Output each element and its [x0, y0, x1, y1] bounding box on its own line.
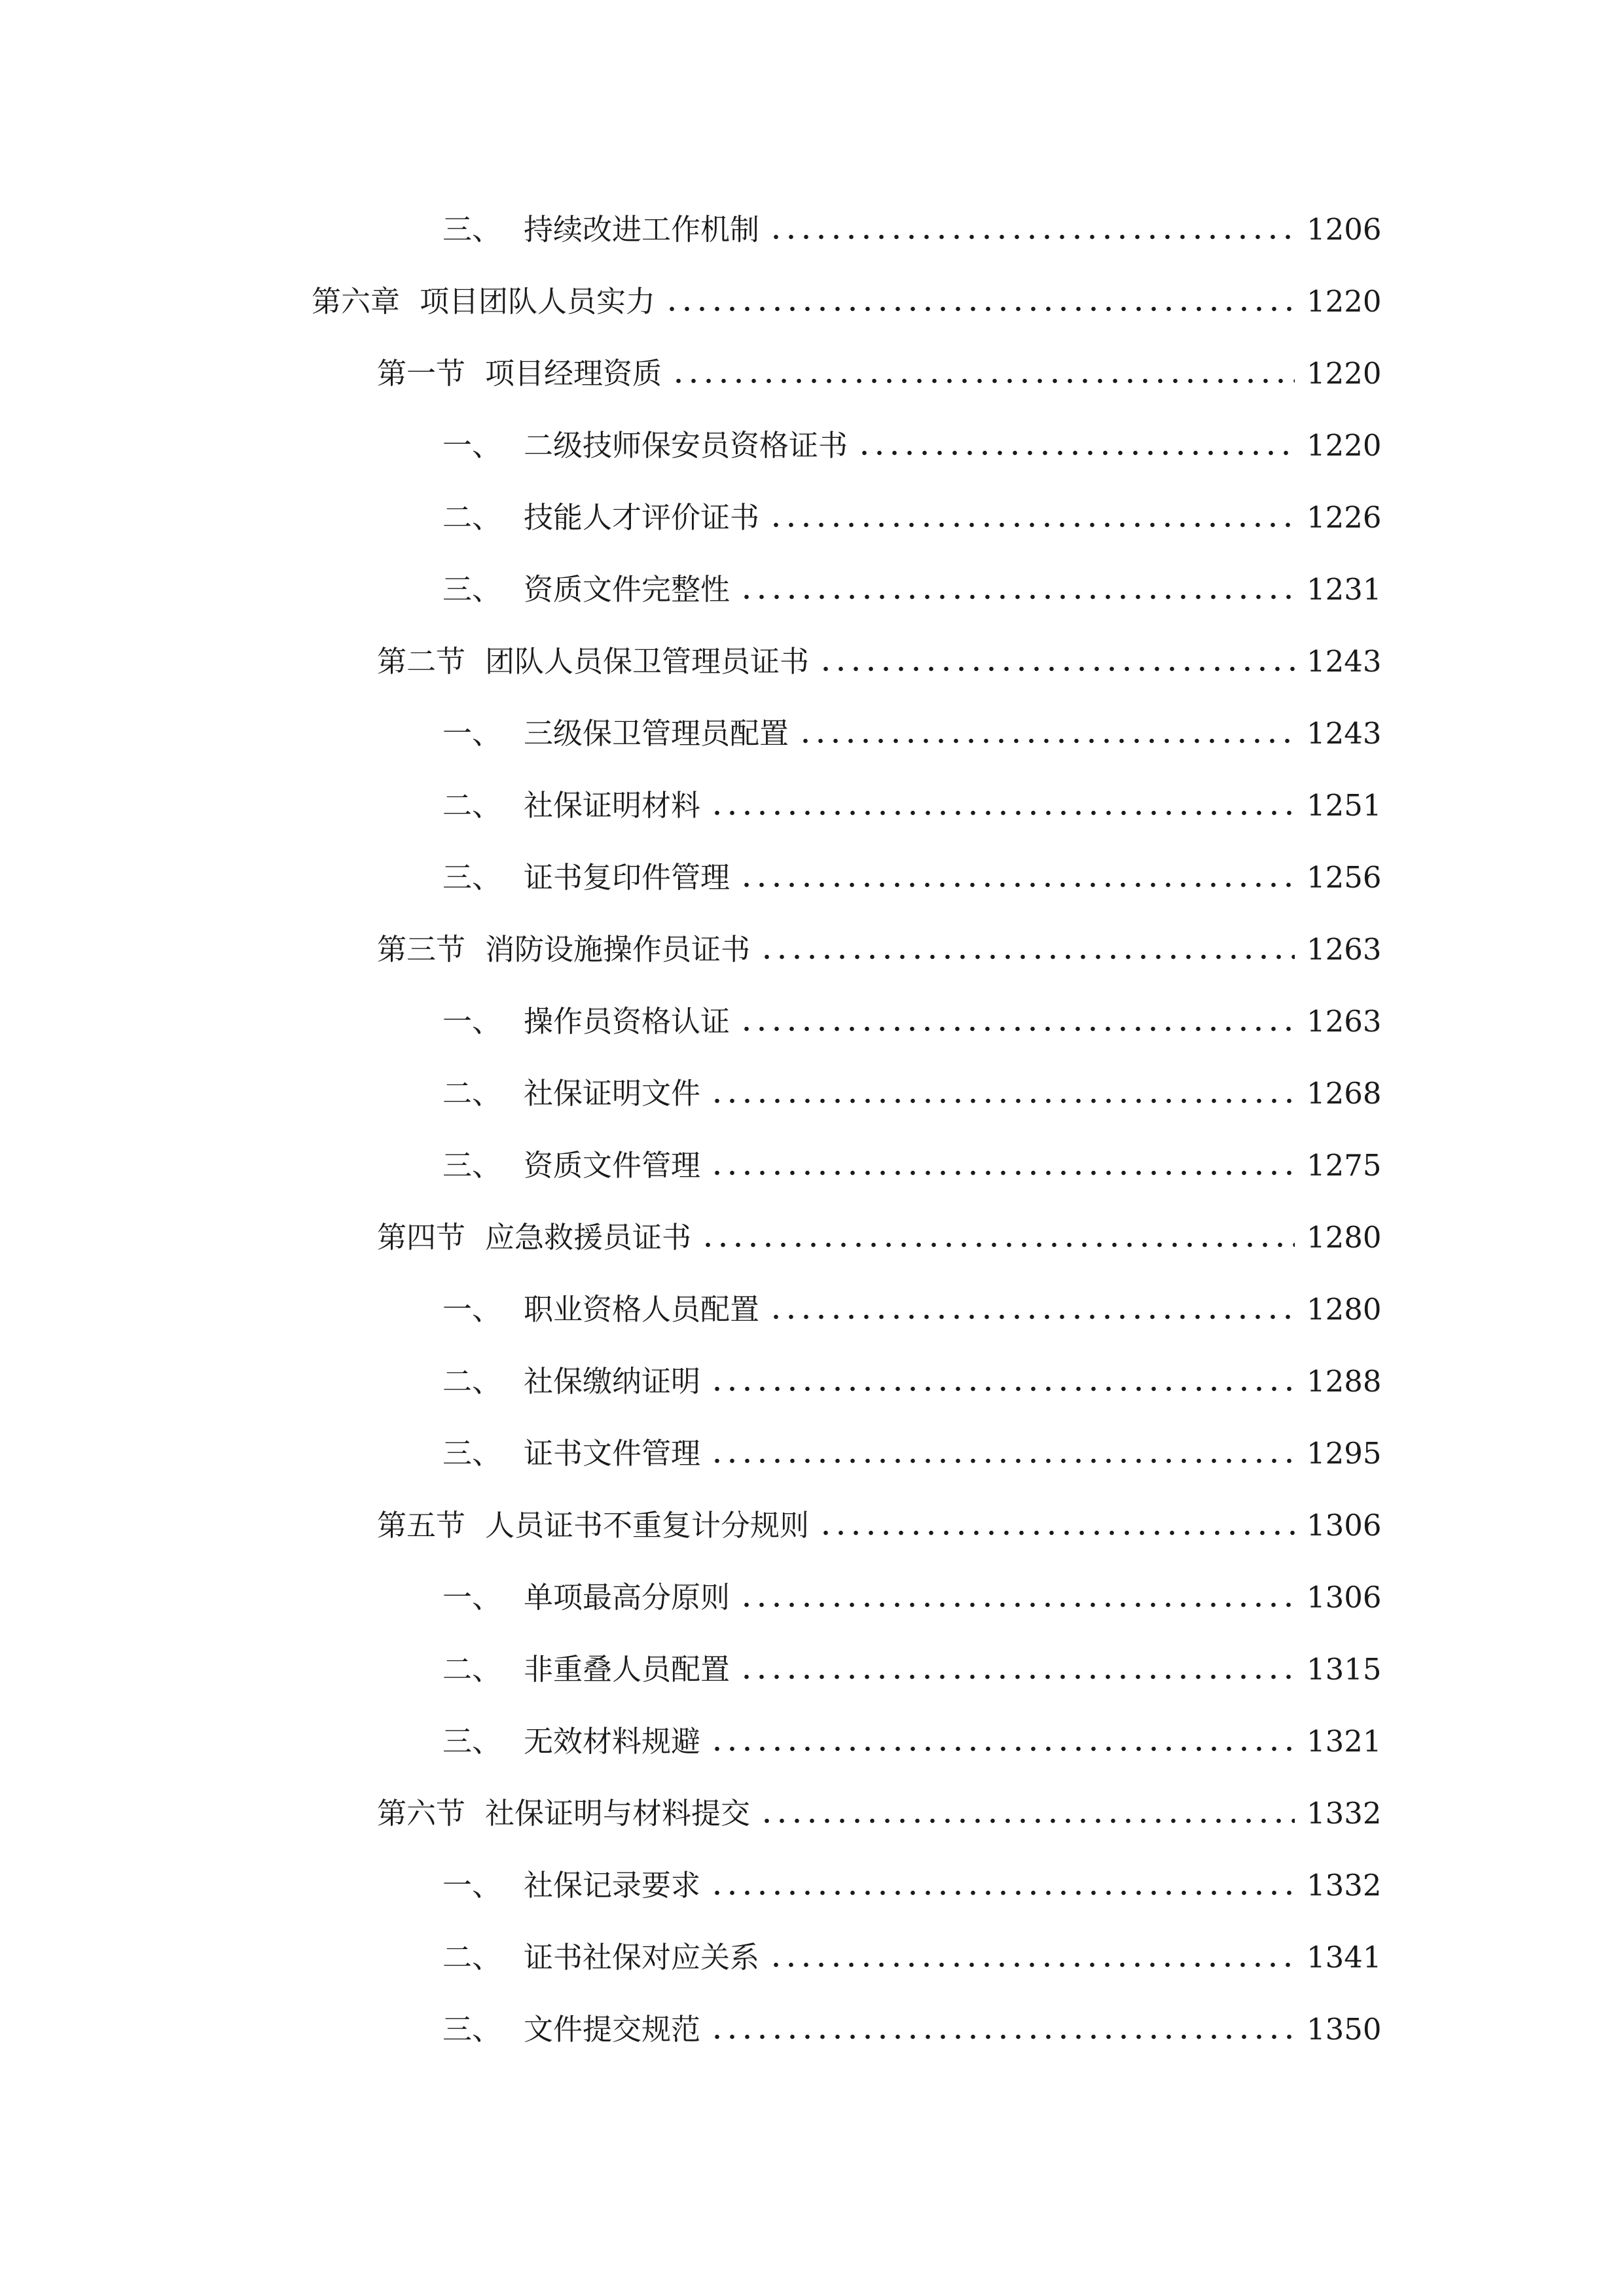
toc-entry-title: 社保证明与材料提交 [485, 1796, 751, 1831]
dot-leader [700, 1240, 1295, 1249]
toc-entry-page: 1243 [1307, 644, 1382, 679]
toc-entry-number: 第二节 [377, 644, 466, 679]
toc-entry-title: 持续改进工作机制 [524, 212, 760, 247]
toc-entry-title: 文件提交规范 [524, 2012, 701, 2047]
toc-entry-title: 证书复印件管理 [524, 860, 731, 895]
toc-entry-number: 第六章 [312, 284, 401, 319]
toc-entry[interactable] [442, 1067, 1382, 1120]
toc-entry-page: 1295 [1307, 1436, 1382, 1471]
dot-leader [798, 736, 1295, 745]
dot-leader [768, 520, 1295, 529]
toc-entry-number: 二、 [442, 1652, 502, 1687]
toc-entry[interactable] [442, 564, 1382, 616]
toc-entry[interactable] [442, 420, 1382, 472]
dot-leader [768, 1960, 1295, 1969]
dot-leader [710, 1456, 1295, 1465]
toc-entry-page: 1288 [1307, 1364, 1382, 1399]
toc-entry-title: 单项最高分原则 [524, 1580, 731, 1615]
toc-entry-title: 技能人才评价证书 [524, 500, 760, 535]
toc-entry[interactable] [442, 2003, 1382, 2056]
toc-entry-title: 项目团队人员实力 [420, 284, 656, 319]
dot-leader [759, 1816, 1295, 1825]
toc-entry[interactable] [442, 204, 1382, 256]
toc-entry[interactable] [442, 996, 1382, 1048]
toc-entry-page: 1243 [1307, 716, 1382, 751]
toc-entry[interactable] [442, 780, 1382, 832]
toc-entry-page: 1315 [1307, 1652, 1382, 1687]
dot-leader [759, 952, 1295, 961]
dot-leader [818, 664, 1295, 673]
toc-entry-page: 1306 [1307, 1508, 1382, 1543]
toc-entry-page: 1206 [1307, 212, 1382, 247]
toc-entry-title: 证书文件管理 [524, 1436, 701, 1471]
toc-entry-chapter[interactable] [312, 276, 1382, 328]
dot-leader [710, 1888, 1295, 1897]
dot-leader [739, 880, 1295, 889]
toc-entry-page: 1263 [1307, 932, 1382, 967]
toc-entry[interactable] [442, 1931, 1382, 1984]
toc-entry[interactable] [442, 1355, 1382, 1408]
toc-entry-title: 三级保卫管理员配置 [524, 716, 789, 751]
toc-entry-title: 证书社保对应关系 [524, 1940, 760, 1975]
toc-entry-number: 一、 [442, 1004, 502, 1039]
dot-leader [739, 1600, 1295, 1609]
dot-leader [671, 376, 1295, 386]
dot-leader [818, 1528, 1295, 1537]
toc-entry[interactable] [442, 1715, 1382, 1768]
dot-leader [739, 1024, 1295, 1033]
dot-leader [768, 232, 1295, 242]
toc-entry-title: 职业资格人员配置 [524, 1292, 760, 1327]
toc-entry-title: 应急救援员证书 [485, 1220, 692, 1255]
toc-entry-page: 1256 [1307, 860, 1382, 895]
toc-entry-number: 三、 [442, 212, 502, 247]
toc-entry-number: 第五节 [377, 1508, 466, 1543]
toc-entry-title: 资质文件管理 [524, 1148, 701, 1183]
dot-leader [710, 2032, 1295, 2041]
toc-entry-page: 1263 [1307, 1004, 1382, 1039]
toc-entry-title: 二级技师保安员资格证书 [524, 428, 848, 463]
dot-leader [710, 808, 1295, 817]
dot-leader [710, 1384, 1295, 1393]
toc-entry-page: 1275 [1307, 1148, 1382, 1183]
toc-entry-number: 三、 [442, 1436, 502, 1471]
toc-entry-title: 社保缴纳证明 [524, 1364, 701, 1399]
toc-entry-title: 项目经理资质 [485, 356, 662, 391]
toc-entry-number: 一、 [442, 1292, 502, 1327]
toc-entry-section[interactable] [377, 1211, 1382, 1264]
toc-entry-number: 第一节 [377, 356, 466, 391]
toc-entry[interactable] [442, 1859, 1382, 1912]
toc-entry-page: 1341 [1307, 1940, 1382, 1975]
toc-entry-number: 二、 [442, 500, 502, 535]
toc-entry-page: 1251 [1307, 788, 1382, 823]
toc-entry-number: 二、 [442, 1076, 502, 1111]
toc-entry[interactable] [442, 1571, 1382, 1624]
dot-leader [710, 1096, 1295, 1105]
toc-entry-number: 二、 [442, 1364, 502, 1399]
toc-entry-page: 1226 [1307, 500, 1382, 535]
toc-entry-page: 1321 [1307, 1724, 1382, 1759]
toc-entry-number: 三、 [442, 860, 502, 895]
toc-entry-title: 操作员资格认证 [524, 1004, 731, 1039]
toc-entry-title: 社保证明材料 [524, 788, 701, 823]
toc-entry[interactable] [442, 708, 1382, 760]
toc-entry-page: 1268 [1307, 1076, 1382, 1111]
toc-entry-page: 1220 [1307, 284, 1382, 319]
toc-entry-number: 第四节 [377, 1220, 466, 1255]
toc-entry-page: 1306 [1307, 1580, 1382, 1615]
toc-entry-page: 1231 [1307, 572, 1382, 607]
toc-entry-title: 非重叠人员配置 [524, 1652, 731, 1687]
toc-entry-title: 资质文件完整性 [524, 572, 731, 607]
toc-entry-section[interactable] [377, 924, 1382, 976]
dot-leader [739, 592, 1295, 601]
toc-entry-page: 1332 [1307, 1796, 1382, 1831]
toc-entry[interactable] [442, 1643, 1382, 1696]
toc-entry-number: 二、 [442, 788, 502, 823]
toc-entry-title: 团队人员保卫管理员证书 [485, 644, 810, 679]
toc-entry-number: 三、 [442, 2012, 502, 2047]
toc-entry-number: 一、 [442, 1580, 502, 1615]
toc-entry-title: 无效材料规避 [524, 1724, 701, 1759]
toc-entry[interactable] [442, 852, 1382, 904]
toc-entry-section[interactable] [377, 1499, 1382, 1552]
toc-entry-section[interactable] [377, 1787, 1382, 1840]
toc-entry-number: 一、 [442, 1868, 502, 1903]
toc-entry-title: 社保记录要求 [524, 1868, 701, 1903]
dot-leader [664, 304, 1295, 314]
toc-entry-number: 三、 [442, 1148, 502, 1183]
toc-entry-number: 二、 [442, 1940, 502, 1975]
toc-entry-page: 1280 [1307, 1220, 1382, 1255]
toc-entry-number: 一、 [442, 428, 502, 463]
toc-entry-title: 社保证明文件 [524, 1076, 701, 1111]
dot-leader [857, 448, 1295, 457]
dot-leader [710, 1744, 1295, 1753]
toc-entry-number: 一、 [442, 716, 502, 751]
dot-leader [768, 1312, 1295, 1321]
toc-entry-page: 1332 [1307, 1868, 1382, 1903]
toc-entry[interactable] [442, 1139, 1382, 1192]
toc-entry[interactable] [442, 1283, 1382, 1336]
toc-entry-page: 1220 [1307, 428, 1382, 463]
dot-leader [710, 1168, 1295, 1177]
toc-entry-section[interactable] [377, 348, 1382, 400]
toc-entry-section[interactable] [377, 636, 1382, 688]
toc-entry-title: 人员证书不重复计分规则 [485, 1508, 810, 1543]
toc-entry-page: 1350 [1307, 2012, 1382, 2047]
toc-entry-number: 第六节 [377, 1796, 466, 1831]
toc-entry-page: 1280 [1307, 1292, 1382, 1327]
toc-entry-title: 消防设施操作员证书 [485, 932, 751, 967]
toc-entry-number: 第三节 [377, 932, 466, 967]
toc-entry[interactable] [442, 492, 1382, 544]
dot-leader [739, 1672, 1295, 1681]
toc-entry[interactable] [442, 1427, 1382, 1480]
toc-entry-page: 1220 [1307, 356, 1382, 391]
toc-entry-number: 三、 [442, 1724, 502, 1759]
toc-entry-number: 三、 [442, 572, 502, 607]
